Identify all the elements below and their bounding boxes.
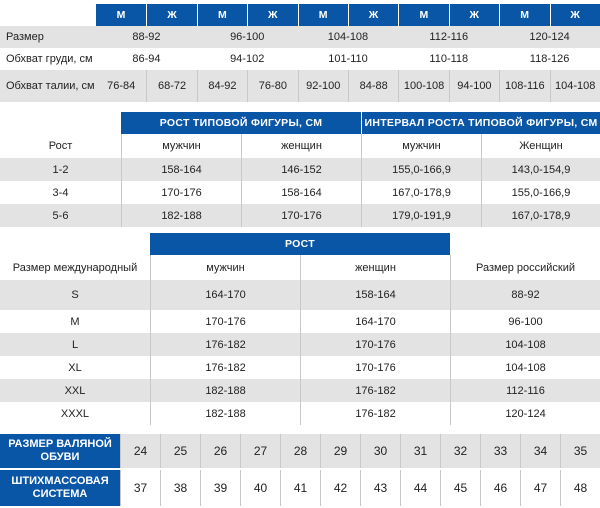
t2-cell: 179,0-191,9 [361,204,481,227]
t3-cell: 164-170 [300,310,450,333]
t1-row [0,48,600,70]
t2-head-cell: Рост [48,140,73,152]
t4-shtih-row [0,470,600,506]
t1-cell: 101-110 [328,53,368,65]
t3-cell: 182-188 [150,402,300,425]
t3-head-cell: женщин [300,255,450,280]
t2-head-row [0,134,600,158]
t3-cell: 170-176 [300,356,450,379]
t3-row [0,356,600,379]
t3-head-cell: мужчин [150,255,300,280]
t4-shoe-cell: 24 [120,434,160,468]
t4-shoe-cell: 27 [240,434,280,468]
t2-cell: 158-164 [241,181,361,204]
t4-shtih-cell: 37 [120,470,160,506]
t3-head-cell: Размер международный [12,261,138,274]
t2-row [0,158,600,181]
t1-row-label: Размер [6,30,44,43]
t1-gender-header [0,4,600,26]
t2-cell: 146-152 [241,158,361,181]
t4-shtih-cell: 42 [320,470,360,506]
t3-row [0,402,600,425]
t2-cell: 167,0-178,9 [361,181,481,204]
t4-shoe-cell: 32 [440,434,480,468]
t2-cell: 182-188 [121,204,241,227]
t4-shtih-cell: 44 [400,470,440,506]
t1-cell: 112-116 [429,31,469,43]
t3-cell: XL [68,361,82,374]
t4-shoe-row [0,434,600,468]
t1-cell: 100-108 [398,70,448,102]
t2-row [0,204,600,227]
t3-cell: L [71,338,79,351]
gender-label: М [499,4,549,26]
t3-cell: 104-108 [450,356,600,379]
t2-group-header [0,112,600,134]
t2-cell: 155,0-166,9 [361,158,481,181]
t4-shoe-cell: 28 [280,434,320,468]
t4-shoe-cell: 30 [360,434,400,468]
t4-shoe-cell: 29 [320,434,360,468]
t4-shtih-cell: 45 [440,470,480,506]
gender-label: Ж [247,4,297,26]
t4-shtih-cell: 48 [560,470,600,506]
t3-cell: 182-188 [150,379,300,402]
t2-cell: 170-176 [121,181,241,204]
t3-row [0,379,600,402]
t3-cell: 176-182 [150,356,300,379]
t4-shtih-cell: 41 [280,470,320,506]
t1-cell: 76-80 [247,70,297,102]
gender-label: М [298,4,348,26]
t2-group-height: РОСТ ТИПОВОЙ ФИГУРЫ, СМ [121,112,361,134]
gender-label: Ж [449,4,499,26]
t2-head-cell: Женщин [481,134,600,158]
t2-cell: 167,0-178,9 [481,204,600,227]
t4-shoe-cell: 31 [400,434,440,468]
t4-shoe-cell: 35 [560,434,600,468]
t3-cell: 112-116 [450,379,600,402]
t1-cell: 104-108 [550,70,600,102]
t1-cell: 92-100 [298,70,348,102]
gender-label: Ж [550,4,600,26]
gender-label: М [96,4,146,26]
t3-cell: XXXL [60,407,90,420]
t1-row-label: Обхват талии, см [6,79,95,92]
t4-shtih-cell: 46 [480,470,520,506]
t2-cell: 155,0-166,9 [481,181,600,204]
t4-shtih-cell: 40 [240,470,280,506]
gender-label: Ж [146,4,196,26]
t1-cell: 104-108 [327,31,369,43]
t1-cell: 84-92 [197,70,247,102]
t3-cell: 88-92 [450,280,600,310]
t3-group-height: РОСТ [150,233,450,255]
t1-cell: 120-124 [529,31,570,43]
t2-row [0,181,600,204]
t4-shoe-cell: 26 [200,434,240,468]
t4-shoe-cell: 33 [480,434,520,468]
t2-cell: 143,0-154,9 [481,158,600,181]
t1-cell: 94-100 [449,70,499,102]
t1-cell: 118-126 [529,53,570,65]
t3-cell: 96-100 [450,310,600,333]
t3-cell: 158-164 [300,280,450,310]
t4-shtih-cell: 39 [200,470,240,506]
t1-cell: 96-100 [230,31,265,43]
t1-row [0,70,600,102]
t4-shtih-cell: 43 [360,470,400,506]
t4-shoe-label: РАЗМЕР ВАЛЯНОЙ ОБУВИ [0,434,120,468]
t2-head-cell: женщин [241,134,361,158]
t3-row [0,310,600,333]
t2-head-cell: мужчин [121,134,241,158]
t2-cell: 3-4 [52,186,69,199]
t1-row [0,26,600,48]
t4-shtih-label: ШТИХМАССОВАЯ СИСТЕМА [0,470,120,506]
t1-cell: 110-118 [429,53,469,65]
t3-cell: XXL [64,384,86,397]
t3-cell: 170-176 [150,310,300,333]
t2-cell: 170-176 [241,204,361,227]
t3-head-row [0,255,600,280]
t1-cell: 84-88 [348,70,398,102]
t4-shtih-cell: 38 [160,470,200,506]
t3-cell: M [70,315,80,328]
t1-cell: 86-94 [132,53,161,65]
gender-label: М [197,4,247,26]
t2-cell: 158-164 [121,158,241,181]
t4-shtih-cell: 47 [520,470,560,506]
t3-row [0,333,600,356]
t2-cell: 1-2 [52,163,69,176]
t4-shoe-cell: 25 [160,434,200,468]
t1-cell: 94-102 [230,53,265,65]
t3-cell: 104-108 [450,333,600,356]
t1-cell: 88-92 [132,31,161,43]
t3-cell: 164-170 [150,280,300,310]
gender-label: Ж [348,4,398,26]
t3-cell: S [71,289,79,301]
t3-cell: 176-182 [300,402,450,425]
t3-cell: 176-182 [300,379,450,402]
t3-cell: 176-182 [150,333,300,356]
t3-group-header [0,233,600,255]
t3-cell: 170-176 [300,333,450,356]
t2-head-cell: мужчин [361,134,481,158]
t3-row [0,280,600,310]
gender-label: М [398,4,448,26]
t4-shoe-cell: 34 [520,434,560,468]
t1-cell: 108-116 [499,70,549,102]
t1-cell: 68-72 [146,70,196,102]
t2-group-interval: ИНТЕРВАЛ РОСТА ТИПОВОЙ ФИГУРЫ, СМ [361,112,600,134]
t2-cell: 5-6 [52,209,69,222]
t3-cell: 120-124 [450,402,600,425]
t3-head-cell: Размер российский [450,255,600,280]
t1-cell: 76-84 [107,80,136,92]
t1-row-label: Обхват груди, см [6,52,93,65]
